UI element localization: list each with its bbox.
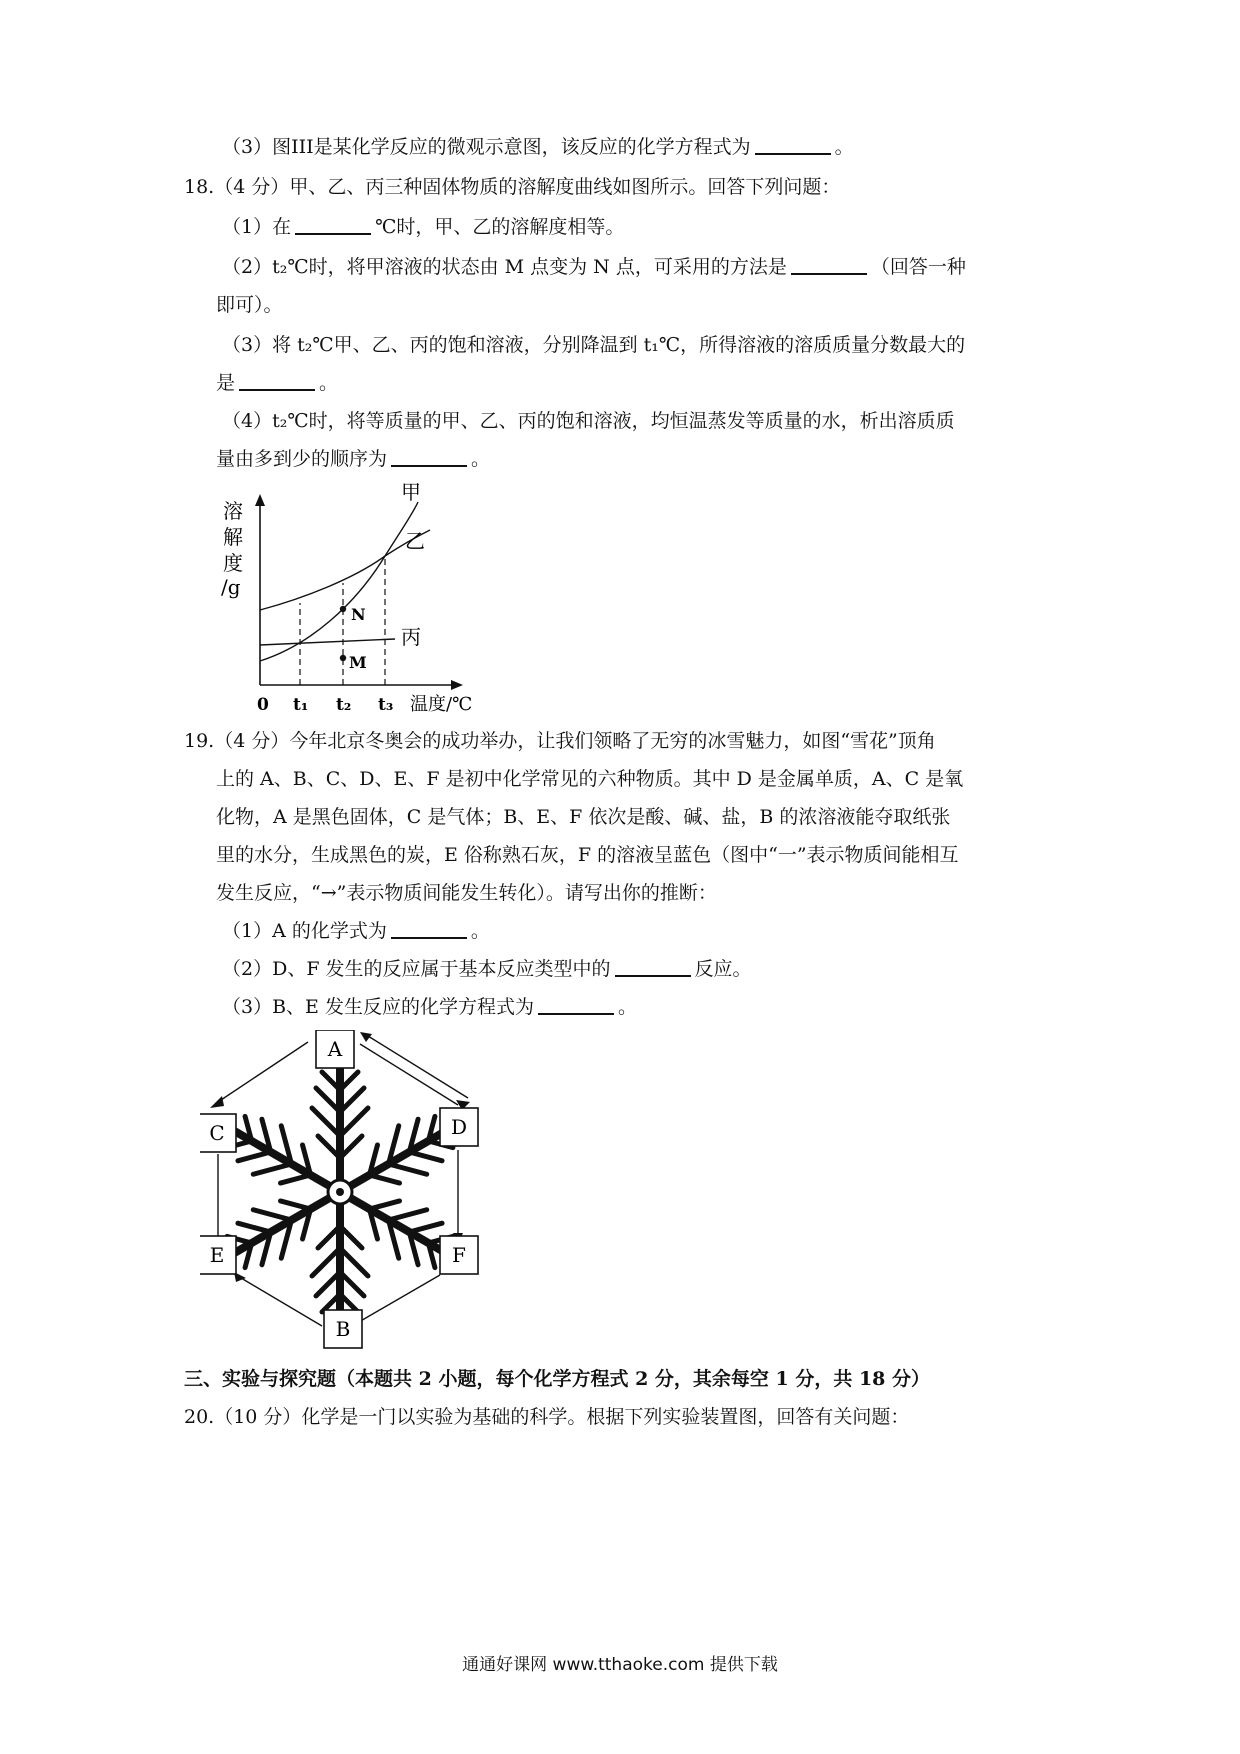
answer-blank[interactable] [755, 135, 831, 155]
y-label-1: 溶 [223, 499, 243, 523]
node-d: D [450, 1115, 468, 1139]
node-c: C [209, 1121, 225, 1145]
point-n [340, 606, 346, 612]
q19-part2: （2）D、F 发生的反应属于基本反应类型中的 反应。 [222, 958, 752, 980]
answer-blank[interactable] [391, 447, 467, 467]
point-m [340, 655, 346, 661]
q18-part2: （2）t₂℃时，将甲溶液的状态由 M 点变为 N 点，可采用的方法是 （回答一种 [222, 256, 966, 278]
answer-blank[interactable] [615, 957, 691, 977]
q19-line1: 19.（4 分）今年北京冬奥会的成功举办，让我们领略了无穷的冰雪魅力，如图“雪花”顶角 [184, 730, 936, 752]
answer-blank[interactable] [295, 215, 371, 235]
q18-part3: （3）将 t₂℃甲、乙、丙的饱和溶液，分别降温到 t₁℃，所得溶液的溶质质量分数最大的 [222, 334, 966, 356]
series-label-yi: 乙 [405, 529, 425, 553]
q18-part4: （4）t₂℃时，将等质量的甲、乙、丙的饱和溶液，均恒温蒸发等质量的水，析出溶质质 [222, 410, 955, 432]
node-a: A [327, 1037, 343, 1061]
point-m-label: M [349, 653, 367, 672]
x-axis-label: 温度/℃ [410, 694, 473, 715]
x-tick-0: 0 [257, 695, 269, 715]
node-f: F [452, 1243, 466, 1267]
y-label-4: /g [221, 575, 241, 599]
series-label-jia: 甲 [401, 480, 421, 504]
node-e: E [209, 1243, 225, 1267]
q18-stem: 18.（4 分）甲、乙、丙三种固体物质的溶解度曲线如图所示。回答下列问题： [184, 176, 841, 198]
q19-line2: 上的 A、B、C、D、E、F 是初中化学常见的六种物质。其中 D 是金属单质，A、C 是氧 [216, 768, 964, 790]
answer-blank[interactable] [791, 255, 867, 275]
curve-bing [260, 639, 395, 645]
x-tick-t3: t₃ [378, 695, 394, 715]
point-n-label: N [351, 605, 366, 624]
answer-blank[interactable] [391, 919, 467, 939]
solubility-chart [205, 480, 525, 720]
footer-source: 通通好课网 www.tthaoke.com 提供下载 [462, 1655, 778, 1675]
snowflake-diagram [200, 1030, 540, 1360]
answer-blank[interactable] [239, 371, 315, 391]
answer-blank[interactable] [538, 995, 614, 1015]
q20-stem: 20.（10 分）化学是一门以实验为基础的科学。根据下列实验装置图，回答有关问题： [184, 1406, 910, 1428]
x-tick-t1: t₁ [293, 695, 309, 715]
q19-line5: 发生反应，“→”表示物质间能发生转化）。请写出你的推断： [216, 882, 717, 904]
q18-part1: （1）在 ℃时，甲、乙的溶解度相等。 [222, 216, 625, 238]
q18-part4-cont: 量由多到少的顺序为 。 [216, 448, 491, 470]
y-label-2: 解 [223, 525, 243, 549]
section3-heading: 三、实验与探究题（本题共 2 小题，每个化学方程式 2 分，其余每空 1 分，共 18 分） [184, 1368, 931, 1390]
q19-line3: 化物，A 是黑色固体，C 是气体；B、E、F 依次是酸、碱、盐，B 的浓溶液能夺取纸张 [216, 806, 951, 828]
q19-part1: （1）A 的化学式为 。 [222, 920, 490, 942]
snowflake-icon [217, 1066, 463, 1318]
x-tick-t2: t₂ [336, 695, 352, 715]
q19-line4: 里的水分，生成黑色的炭，E 俗称熟石灰，F 的溶液呈蓝色（图中“一”表示物质间能相互 [216, 844, 959, 866]
q17-part3: （3）图III是某化学反应的微观示意图，该反应的化学方程式为 。 [222, 136, 854, 158]
q18-part3-cont: 是 。 [216, 372, 339, 394]
q18-part2-cont: 即可）。 [216, 294, 283, 316]
node-b: B [335, 1317, 351, 1341]
x-axis-arrow [451, 680, 463, 690]
series-label-bing: 丙 [401, 625, 421, 649]
q19-part3: （3）B、E 发生反应的化学方程式为 。 [222, 996, 637, 1018]
y-label-3: 度 [223, 551, 243, 575]
y-axis-arrow [255, 494, 265, 506]
